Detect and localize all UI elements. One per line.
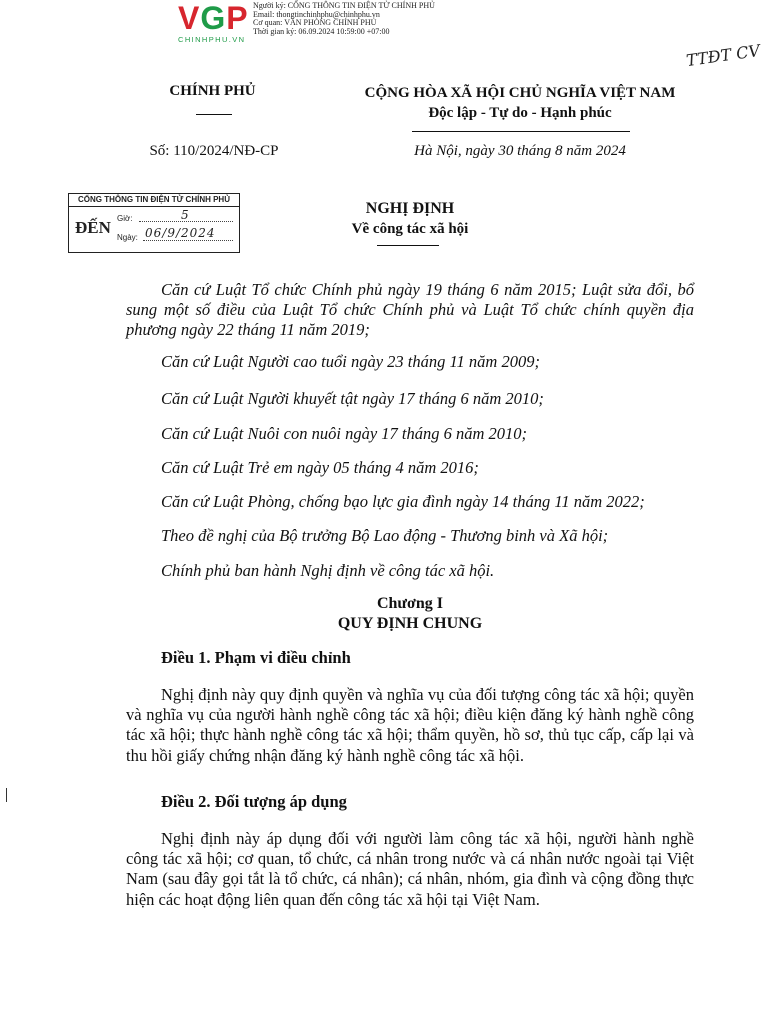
margin-mark (6, 788, 7, 802)
document-number: Số: 110/2024/NĐ-CP (149, 143, 279, 159)
stamp-ngay-dots (143, 240, 233, 241)
stamp-title: CỔNG THÔNG TIN ĐIỆN TỬ CHÍNH PHỦ (69, 195, 239, 207)
signature-time: Thời gian ký: 06.09.2024 10:59:00 +07:00 (253, 26, 390, 36)
article-2-heading: Điều 2. Đối tượng áp dụng (161, 792, 347, 811)
decree-subtitle: Về công tác xã hội (351, 221, 469, 237)
nation-name: CỘNG HÒA XÃ HỘI CHỦ NGHĨA VIỆT NAM (364, 85, 676, 101)
decree-heading: NGHỊ ĐỊNH (365, 200, 455, 217)
stamp-ngay-label: Ngày: (117, 233, 138, 242)
digital-signature (253, 2, 435, 36)
stamp-den: ĐẾN (75, 218, 111, 237)
handwritten-note: TTĐT CV (685, 40, 762, 71)
stamp-gio-label: Giờ: (117, 214, 133, 223)
signature-signer: Người ký: CỔNG THÔNG TIN ĐIỆN TỬ CHÍNH PHỦ (253, 1, 435, 10)
legal-basis-6: Căn cứ Luật Phòng, chống bạo lực gia đình ngày 14 tháng 11 năm 2022; (161, 492, 645, 511)
legal-basis-7: Theo đề nghị của Bộ trưởng Bộ Lao động - Thương binh và Xã hội; (161, 526, 609, 545)
stamp-gio-value: 5 (181, 208, 189, 222)
article-1-text: Nghị định này quy định quyền và nghĩa vụ của đối tượng công tác xã hội; quyền và nghĩa vụ của người hành nghề công tác xã hội; điều kiện đăng ký hành nghề công tác xã hội; thực hành nghề công tác xã hội; thẩm quyền, hồ sơ, thủ tục cấp, cấp lại và thu hồi giấy chứng nhận đăng ký hành nghề công tác xã hội. (126, 685, 694, 765)
chapter-heading (250, 594, 570, 634)
decree-title (300, 199, 520, 239)
vgp-logo: VGP CHINHPHU.VN (178, 2, 258, 46)
issuer: CHÍNH PHỦ (169, 83, 256, 99)
decree-underline (377, 245, 439, 246)
legal-basis-2: Căn cứ Luật Người cao tuổi ngày 23 tháng 11 năm 2009; (161, 352, 540, 371)
chapter-number: Chương I (376, 595, 444, 612)
article-2-text: Nghị định này áp dụng đối với người làm công tác xã hội, người hành nghề công tác xã hội; cơ quan, tổ chức, cá nhân trong nước và cá nhân nước ngoài tại Việt Nam (sau đây gọi tắt là tổ chức, cá nhân); cá nhân, nhóm, gia đình và cộng đồng thực hiện các hoạt động liên quan đến công tác xã hội tại Việt Nam. (126, 829, 694, 909)
signature-agency: Cơ quan: VĂN PHÒNG CHÍNH PHỦ (253, 18, 377, 28)
enactment-line: Chính phủ ban hành Nghị định về công tác xã hội. (161, 561, 495, 580)
motto-underline (412, 131, 630, 132)
signature-email: Email: thongtinchinhphu@chinhphu.vn (253, 9, 380, 19)
article-1-heading: Điều 1. Phạm vi điều chỉnh (161, 648, 351, 667)
national-motto (330, 83, 710, 123)
chapter-title: QUY ĐỊNH CHUNG (337, 615, 483, 632)
nation-motto: Độc lập - Tự do - Hạnh phúc (428, 105, 612, 121)
legal-basis-4: Căn cứ Luật Nuôi con nuôi ngày 17 tháng 6 năm 2010; (161, 424, 528, 443)
date-line: Hà Nội, ngày 30 tháng 8 năm 2024 (414, 143, 626, 159)
vgp-logo-subtext: CHINHPHU.VN (178, 35, 246, 44)
legal-basis-5: Căn cứ Luật Trẻ em ngày 05 tháng 4 năm 2016; (161, 458, 479, 477)
issuer-underline (196, 114, 232, 115)
legal-basis-3: Căn cứ Luật Người khuyết tật ngày 17 tháng 6 năm 2010; (161, 389, 544, 408)
stamp-ngay-value: 06/9/2024 (145, 226, 216, 240)
received-stamp (68, 193, 240, 253)
legal-basis-1: Căn cứ Luật Tổ chức Chính phủ ngày 19 tháng 6 năm 2015; Luật sửa đổi, bổ sung một số điều của Luật Tổ chức Chính phủ và Luật Tổ chức chính quyền địa phương ngày 22 tháng 11 năm 2019; (126, 280, 694, 339)
